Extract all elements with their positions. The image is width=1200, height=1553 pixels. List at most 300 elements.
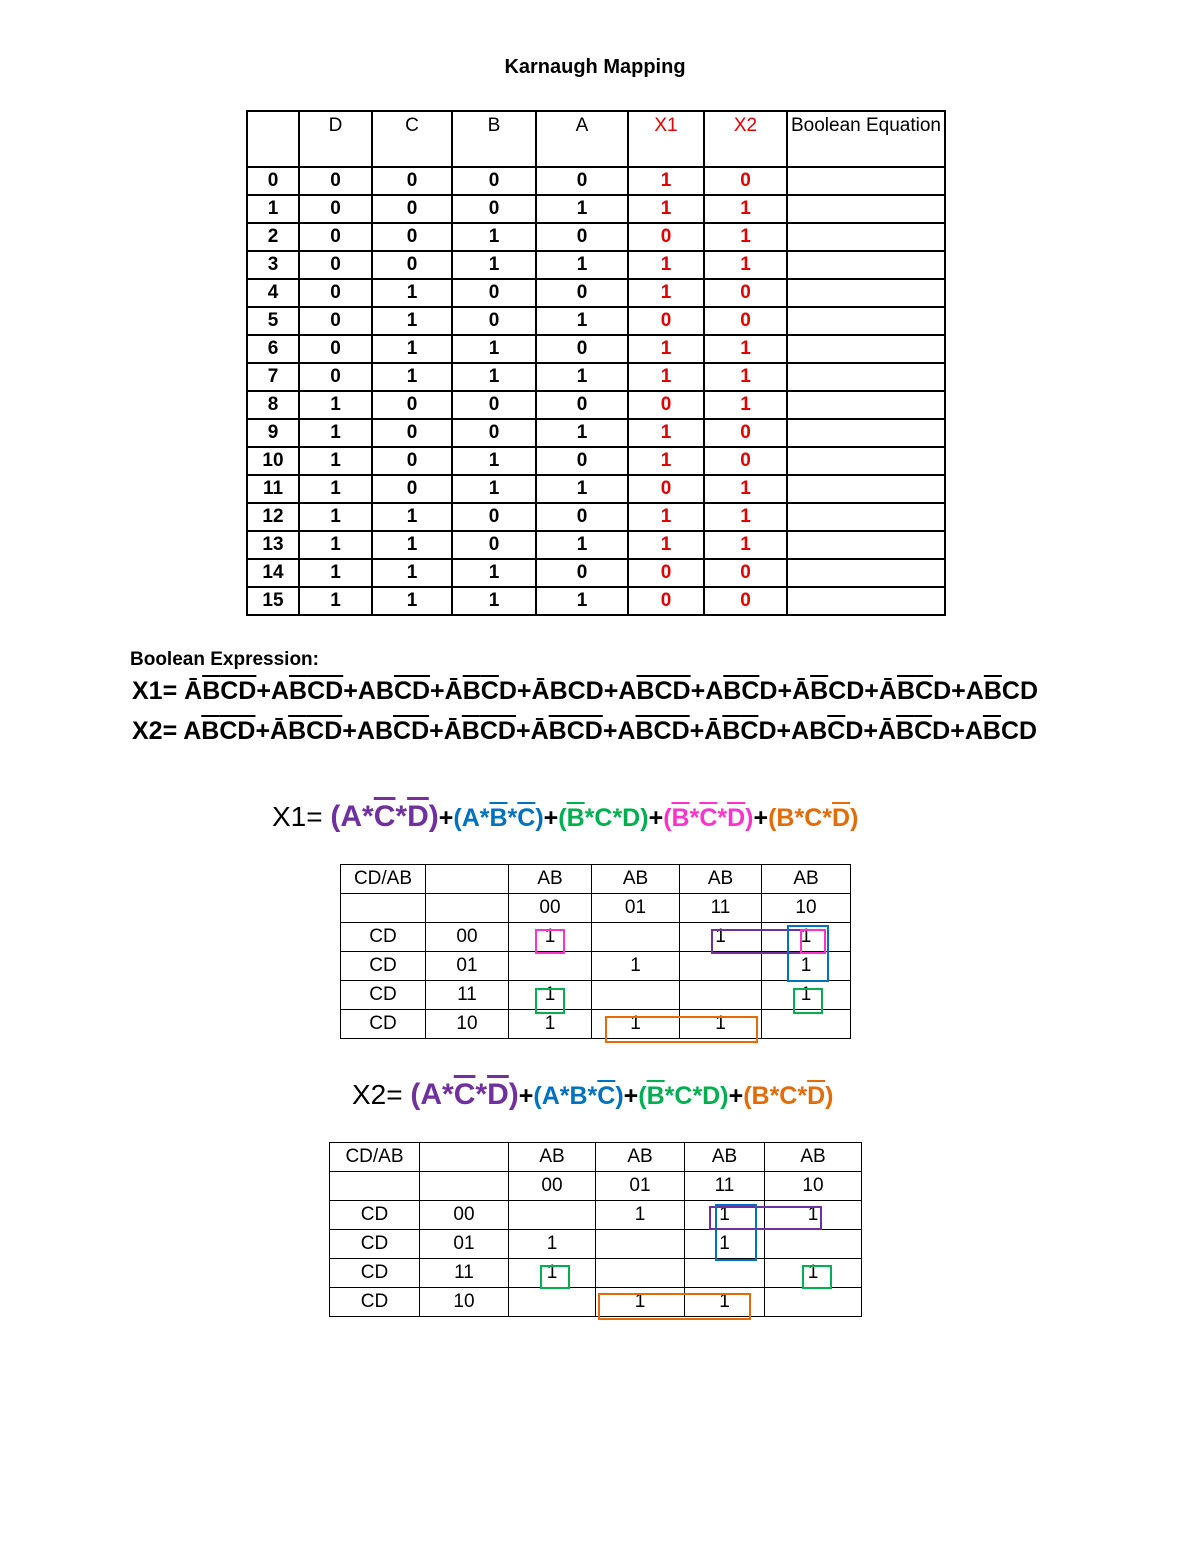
output-cell: 1	[628, 503, 704, 531]
literal: $\overline{B}$	[723, 677, 742, 705]
output-cell: 0	[704, 559, 787, 587]
kmap-cell: 10	[762, 894, 851, 923]
output-cell: 1	[628, 167, 704, 195]
output-cell: 1	[704, 363, 787, 391]
header-cell	[247, 111, 299, 167]
input-cell: 0	[299, 363, 372, 391]
literal: $\overline{B}$	[646, 1082, 665, 1110]
input-cell: 0	[372, 391, 452, 419]
literal: B	[374, 717, 394, 745]
literal: (A*	[330, 800, 374, 833]
literal: *C*D)	[664, 1082, 729, 1110]
truth-table-row	[247, 167, 945, 195]
literal: $\overline{B}$	[566, 804, 585, 832]
input-cell: 1	[536, 475, 628, 503]
boolean-equation-cell	[787, 419, 945, 447]
literal: +	[648, 804, 664, 832]
row-index-cell: 7	[247, 363, 299, 391]
literal: *	[717, 804, 728, 832]
kmap-cell: AB	[765, 1143, 862, 1172]
group-magenta-box	[800, 929, 826, 954]
plus-sign: +	[342, 717, 357, 745]
truth-table-row	[247, 307, 945, 335]
literal: Ā	[877, 717, 897, 745]
row-index-cell: 11	[247, 475, 299, 503]
literal: $\overline{C}$	[597, 1082, 616, 1110]
literal: $\overline{CD}$	[306, 717, 343, 745]
input-cell: 0	[372, 251, 452, 279]
term-group	[544, 804, 559, 832]
kmap-cell: 1	[596, 1201, 685, 1230]
kmap-cell: 1	[509, 981, 592, 1010]
literal: Ā	[184, 677, 203, 705]
literal: (A*	[410, 1078, 454, 1111]
literal: $\overline{CD}$	[219, 717, 256, 745]
plus-sign: +	[690, 677, 706, 705]
input-cell: 1	[372, 559, 452, 587]
plus-sign: +	[689, 717, 705, 745]
literal: (B*C*	[768, 804, 833, 832]
kmap-cell: 1	[685, 1288, 765, 1317]
literal: )	[825, 1082, 834, 1110]
literal: +	[518, 1082, 534, 1110]
input-cell: 0	[372, 419, 452, 447]
output-cell: 1	[628, 251, 704, 279]
truth-table-row	[247, 447, 945, 475]
kmap-cell: 11	[685, 1172, 765, 1201]
literal: CD	[1000, 717, 1038, 745]
input-cell: 0	[372, 223, 452, 251]
equation-prefix: X1=	[272, 801, 331, 832]
kmap-cell: CD	[341, 981, 426, 1010]
kmap-cell: AB	[680, 865, 762, 894]
row-index-cell: 4	[247, 279, 299, 307]
output-cell: 1	[628, 335, 704, 363]
kmap-cell	[426, 865, 509, 894]
output-cell: 0	[628, 223, 704, 251]
truth-table-row	[247, 559, 945, 587]
literal: A	[705, 677, 724, 705]
literal: +	[753, 804, 769, 832]
literal: $\overline{C}$	[480, 677, 499, 705]
boolean-expression-label: Boolean Expression:	[130, 649, 319, 670]
input-cell: 1	[299, 419, 372, 447]
term-group	[638, 1082, 728, 1110]
literal: D	[933, 677, 952, 705]
literal: $\overline{BCD}$	[636, 677, 691, 705]
truth-table-body	[247, 167, 945, 615]
input-cell: 1	[299, 475, 372, 503]
output-cell: 0	[628, 475, 704, 503]
input-cell: 0	[372, 167, 452, 195]
kmap-cell: 10	[426, 1010, 509, 1039]
literal: *	[689, 804, 700, 832]
input-cell: 1	[536, 587, 628, 615]
kmap-cell: 1	[592, 952, 680, 981]
kmap-row	[330, 1259, 862, 1288]
kmap-cell: 11	[426, 981, 509, 1010]
row-index-cell: 1	[247, 195, 299, 223]
header-cell-x2: X2	[704, 111, 787, 167]
literal: $\overline{B}$	[201, 717, 220, 745]
group-green-box	[793, 988, 823, 1014]
literal: A	[356, 717, 375, 745]
kmap-cell	[509, 1201, 596, 1230]
row-index-cell: 13	[247, 531, 299, 559]
literal: *	[475, 1078, 488, 1111]
input-cell: 1	[372, 587, 452, 615]
input-cell: 1	[372, 363, 452, 391]
input-cell: 0	[536, 335, 628, 363]
input-cell: 1	[536, 251, 628, 279]
literal: $\overline{C}$	[914, 717, 933, 745]
input-cell: 1	[452, 447, 536, 475]
literal: D	[498, 677, 517, 705]
input-cell: 0	[452, 419, 536, 447]
kmap-cell: 1	[509, 1010, 592, 1039]
literal: BCD	[549, 677, 604, 705]
literal: $\overline{B}$	[896, 717, 915, 745]
kmap-cell: 1	[592, 1010, 680, 1039]
term-group	[663, 804, 753, 832]
kmap-cell: 1	[680, 1010, 762, 1039]
literal: $\overline{CD}$	[220, 677, 257, 705]
kmap-cell	[685, 1259, 765, 1288]
input-cell: 1	[299, 503, 372, 531]
plus-sign: +	[776, 717, 792, 745]
kmap-cell: CD	[341, 952, 426, 981]
literal: $\overline{B}$	[288, 717, 307, 745]
row-index-cell: 5	[247, 307, 299, 335]
literal: Ā	[704, 717, 723, 745]
literal: A	[791, 717, 810, 745]
literal: (	[638, 1082, 647, 1110]
kmap-cell: 00	[509, 894, 592, 923]
literal: $\overline{B}$	[202, 677, 221, 705]
boolean-equation-cell	[787, 587, 945, 615]
literal: $\overline{C}$	[699, 804, 718, 832]
term-group	[330, 800, 438, 833]
kmap-cell: 1	[765, 1201, 862, 1230]
boolean-equation-cell	[787, 307, 945, 335]
literal: D	[932, 717, 951, 745]
kmap-cell: CD	[330, 1230, 420, 1259]
kmap-cell	[341, 894, 426, 923]
output-cell: 1	[704, 251, 787, 279]
row-index-cell: 15	[247, 587, 299, 615]
literal: $\overline{D}$	[727, 804, 746, 832]
kmap-cell: 01	[426, 952, 509, 981]
input-cell: 0	[452, 279, 536, 307]
plus-sign: +	[255, 717, 271, 745]
input-cell: 1	[536, 307, 628, 335]
kmap-row	[330, 1288, 862, 1317]
kmap-cell: 1	[685, 1201, 765, 1230]
literal: $\overline{B}$	[489, 804, 508, 832]
literal: )	[508, 1078, 519, 1111]
kmap-cell: 11	[420, 1259, 509, 1288]
output-cell: 1	[628, 279, 704, 307]
truth-table-row	[247, 475, 945, 503]
kmap-cell: 1	[509, 1230, 596, 1259]
input-cell: 1	[372, 279, 452, 307]
plus-sign: +	[430, 677, 445, 705]
input-cell: 0	[536, 391, 628, 419]
truth-table-row	[247, 251, 945, 279]
input-cell: 1	[299, 559, 372, 587]
literal: D	[759, 677, 778, 705]
literal: $\overline{D}$	[832, 804, 851, 832]
truth-table-row	[247, 279, 945, 307]
literal: Ā	[444, 677, 463, 705]
literal: Ā	[530, 717, 549, 745]
literal: CD	[1001, 677, 1038, 705]
kmap-cell: CD	[341, 923, 426, 952]
input-cell: 0	[452, 167, 536, 195]
input-cell: 1	[299, 587, 372, 615]
literal: $\overline{C}$	[740, 717, 759, 745]
kmap-row	[341, 952, 851, 981]
kmap-cell: 1	[596, 1288, 685, 1317]
truth-table-row	[247, 223, 945, 251]
term-group	[754, 804, 769, 832]
kmap-cell: 01	[420, 1230, 509, 1259]
kmap-cell: 00	[426, 923, 509, 952]
truth-table-row	[247, 419, 945, 447]
output-cell: 1	[628, 195, 704, 223]
literal: $\overline{C}$	[915, 677, 934, 705]
output-cell: 1	[704, 195, 787, 223]
kmap-cell: AB	[685, 1143, 765, 1172]
output-cell: 1	[704, 475, 787, 503]
literal: *C*D)	[584, 804, 649, 832]
kmap-cell	[765, 1230, 862, 1259]
literal: CD	[828, 677, 865, 705]
literal: $\overline{D}$	[487, 1078, 509, 1111]
kmap-cell: 1	[765, 1259, 862, 1288]
literal: $\overline{C}$	[453, 1078, 476, 1111]
kmap-cell: AB	[509, 865, 592, 894]
input-cell: 1	[452, 223, 536, 251]
literal: (	[663, 804, 672, 832]
kmap-cell: CD	[330, 1201, 420, 1230]
plus-sign: +	[515, 717, 531, 745]
input-cell: 0	[452, 195, 536, 223]
kmap-cell: AB	[509, 1143, 596, 1172]
truth-table-row	[247, 531, 945, 559]
kmap-cell	[420, 1143, 509, 1172]
literal: $\overline{CD}$	[307, 677, 344, 705]
kmap-cell: 10	[420, 1288, 509, 1317]
truth-table-row	[247, 391, 945, 419]
equation-prefix: X2=	[132, 717, 184, 745]
input-cell: 1	[299, 447, 372, 475]
row-index-cell: 8	[247, 391, 299, 419]
literal: A	[964, 717, 983, 745]
header-cell-x1: X1	[628, 111, 704, 167]
input-cell: 0	[536, 447, 628, 475]
boolean-equation-cell	[787, 559, 945, 587]
header-cell: B	[452, 111, 536, 167]
output-cell: 1	[704, 391, 787, 419]
literal: $\overline{B}$	[671, 804, 690, 832]
input-cell: 1	[299, 391, 372, 419]
plus-sign: +	[516, 677, 532, 705]
x2-sum-of-products	[132, 717, 1037, 746]
row-index-cell: 2	[247, 223, 299, 251]
output-cell: 0	[704, 419, 787, 447]
group-green-box	[535, 988, 565, 1014]
kmap-cell	[680, 981, 762, 1010]
literal: Ā	[878, 677, 897, 705]
term-group	[558, 804, 648, 832]
term-group	[649, 804, 664, 832]
input-cell: 0	[452, 531, 536, 559]
boolean-equation-cell	[787, 335, 945, 363]
literal: A	[357, 677, 376, 705]
output-cell: 1	[628, 531, 704, 559]
literal: )	[428, 800, 439, 833]
plus-sign: +	[777, 677, 793, 705]
kmap-header-row	[341, 865, 851, 894]
literal: (A*	[453, 804, 490, 832]
literal: )	[615, 1082, 624, 1110]
output-cell: 1	[704, 335, 787, 363]
row-index-cell: 14	[247, 559, 299, 587]
input-cell: 0	[536, 279, 628, 307]
plus-sign: +	[343, 677, 358, 705]
literal: D	[758, 717, 777, 745]
plus-sign: +	[864, 677, 879, 705]
boolean-equation-cell	[787, 475, 945, 503]
literal: $\overline{B}$	[461, 717, 480, 745]
kmap-cell: 1	[762, 923, 851, 952]
literal: $\overline{D}$	[807, 1082, 826, 1110]
kmap-cell: 10	[765, 1172, 862, 1201]
group-orange-box	[605, 1016, 758, 1043]
literal: +	[438, 804, 454, 832]
literal: $\overline{BCD}$	[548, 717, 603, 745]
kmap-cell: CD	[330, 1288, 420, 1317]
kmap-cell	[509, 1288, 596, 1317]
input-cell: 0	[299, 307, 372, 335]
output-cell: 0	[628, 559, 704, 587]
input-cell: 0	[452, 307, 536, 335]
literal: +	[728, 1082, 744, 1110]
boolean-equation-cell	[787, 391, 945, 419]
output-cell: 1	[628, 363, 704, 391]
input-cell: 0	[452, 503, 536, 531]
kmap-cell	[765, 1288, 862, 1317]
plus-sign: +	[256, 677, 271, 705]
kmap-cell	[330, 1172, 420, 1201]
x1-simplified-equation	[272, 800, 858, 834]
input-cell: 0	[536, 559, 628, 587]
boolean-equation-cell	[787, 195, 945, 223]
kmap-header-row	[330, 1172, 862, 1201]
literal: D	[845, 717, 864, 745]
plus-sign: +	[603, 677, 619, 705]
group-magenta-box	[535, 929, 565, 954]
header-cell: A	[536, 111, 628, 167]
literal: )	[850, 804, 859, 832]
input-cell: 1	[452, 251, 536, 279]
plus-sign: +	[950, 717, 965, 745]
term-group	[729, 1082, 744, 1110]
kmap-cell: CD	[341, 1010, 426, 1039]
literal: $\overline{C}$	[827, 717, 846, 745]
kmap-cell: 1	[680, 923, 762, 952]
output-cell: 0	[704, 447, 787, 475]
input-cell: 1	[452, 335, 536, 363]
output-cell: 1	[704, 531, 787, 559]
boolean-equation-cell	[787, 279, 945, 307]
kmap-cell	[426, 894, 509, 923]
input-cell: 0	[299, 279, 372, 307]
kmap-cell: 01	[592, 894, 680, 923]
literal: $\overline{B}$	[896, 677, 916, 705]
header-cell: D	[299, 111, 372, 167]
kmap-cell: 1	[762, 981, 851, 1010]
literal: $\overline{C}$	[741, 677, 760, 705]
term-group	[768, 804, 858, 832]
literal: (A*B*	[533, 1082, 598, 1110]
input-cell: 0	[299, 195, 372, 223]
literal: $\overline{B}$	[982, 717, 1001, 745]
input-cell: 0	[299, 167, 372, 195]
output-cell: 1	[704, 223, 787, 251]
input-cell: 0	[372, 195, 452, 223]
literal: $\overline{CD}$	[393, 677, 431, 705]
kmap-cell: AB	[762, 865, 851, 894]
plus-sign: +	[863, 717, 878, 745]
header-cell: C	[372, 111, 452, 167]
term-group	[410, 1078, 518, 1111]
input-cell: 0	[299, 335, 372, 363]
kmap-row	[330, 1230, 862, 1259]
group-blue-box	[715, 1204, 757, 1261]
kmap-cell: CD/AB	[330, 1143, 420, 1172]
literal: +	[623, 1082, 639, 1110]
input-cell: 0	[536, 503, 628, 531]
x2-simplified-equation	[352, 1078, 833, 1112]
literal: A	[270, 677, 290, 705]
header-cell-boolean-equation: Boolean Equation	[787, 111, 945, 167]
kmap-header-row	[341, 894, 851, 923]
literal: )	[745, 804, 754, 832]
literal: *	[395, 800, 408, 833]
literal: (B*C*	[743, 1082, 808, 1110]
input-cell: 0	[299, 223, 372, 251]
boolean-equation-cell	[787, 503, 945, 531]
input-cell: 0	[536, 223, 628, 251]
equation-prefix: X2=	[352, 1079, 411, 1110]
input-cell: 0	[536, 167, 628, 195]
kmap-cell: 1	[509, 923, 592, 952]
truth-table-row	[247, 587, 945, 615]
literal: $\overline{C}$	[373, 800, 396, 833]
row-index-cell: 12	[247, 503, 299, 531]
input-cell: 1	[452, 475, 536, 503]
truth-table-row	[247, 503, 945, 531]
input-cell: 0	[372, 475, 452, 503]
output-cell: 0	[704, 307, 787, 335]
kmap-header-row	[330, 1143, 862, 1172]
kmap-cell: 1	[685, 1230, 765, 1259]
literal: B	[375, 677, 394, 705]
page-title: Karnaugh Mapping	[504, 56, 686, 78]
input-cell: 1	[536, 531, 628, 559]
